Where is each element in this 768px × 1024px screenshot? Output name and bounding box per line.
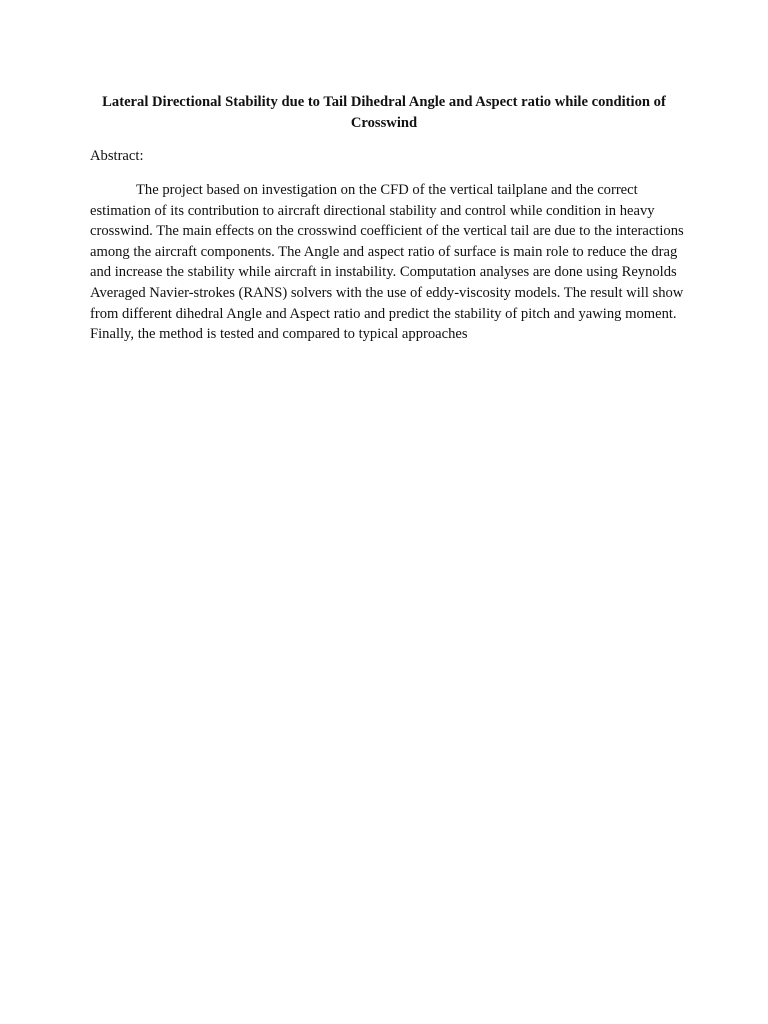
abstract-paragraph: The project based on investigation on the CFD of the vertical tailplane and the correct estimation of its contribution to aircraft directional stability and control while condition in heavy crosswind. The main effects on the crosswind coefficient of the vertical tail are due to the interactions among the aircraft components. The Angle and aspect ratio of surface is main role to reduce the drag and increase the stability while aircraft in instability. Computation analyses are done using Reynolds Averaged Navier-strokes (RANS) solvers with the use of eddy-viscosity models. The result will show from different dihedral Angle and Aspect ratio and predict the stability of pitch and yawing moment. Finally, the method is tested and compared to typical approaches bbox=[90, 182, 684, 343]
document-title: Lateral Directional Stability due to Tail Dihedral Angle and Aspect ratio while condition of Crosswind bbox=[102, 94, 666, 131]
abstract-heading: Abstract: bbox=[90, 148, 144, 164]
